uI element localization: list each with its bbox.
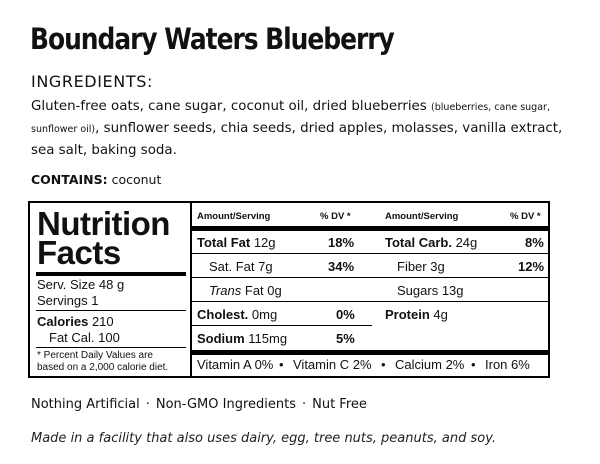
claim-nothing-artificial: Nothing Artificial [31, 397, 140, 412]
title-rule [36, 272, 186, 276]
calories-rule [36, 347, 186, 348]
sugars-amount: 13g [441, 283, 464, 298]
cholesterol-label: Cholest. [197, 307, 249, 322]
contains-line [31, 172, 161, 187]
protein-amount: 4g [433, 307, 448, 322]
fiber-amount: 3g [430, 259, 445, 274]
ingredients-text [31, 96, 583, 161]
row-rule-1 [192, 253, 548, 254]
row-total-carb [385, 235, 477, 250]
nutrition-facts-panel [28, 201, 550, 378]
calories-label: Calories [37, 314, 89, 329]
product-claims [31, 397, 367, 412]
sodium-amount: 115mg [248, 331, 288, 346]
product-title: Boundary Waters Blueberry [30, 22, 394, 56]
fat-calories: Fat Cal. 100 [49, 330, 120, 345]
servings-rule [36, 310, 186, 311]
vitamin-separator: • [381, 357, 386, 372]
fiber-label: Fiber [397, 259, 427, 274]
cholesterol-dv: 0% [336, 307, 355, 322]
claim-nut-free: Nut Free [312, 397, 367, 412]
header-rule [192, 226, 548, 231]
row-sat-fat [209, 259, 273, 274]
footnote-line-2: based on a 2,000 calorie diet. [37, 362, 169, 373]
row-rule-3 [192, 301, 548, 302]
sat-fat-label: Sat. Fat [209, 259, 255, 274]
protein-label: Protein [385, 307, 430, 322]
footnote-line-1: * Percent Daily Values are [37, 350, 153, 361]
servings: Servings 1 [37, 293, 99, 308]
claim-separator: · [145, 397, 150, 412]
sugars-label: Sugars [397, 283, 439, 298]
total-fat-dv: 18% [328, 235, 355, 250]
vitamin-separator: • [279, 357, 284, 372]
vitamin-c: Vitamin C 2% [293, 357, 372, 372]
row-sugars [397, 283, 464, 298]
row-cholesterol [197, 307, 277, 322]
nutrition-left-column [30, 203, 192, 376]
claim-non-gmo: Non-GMO Ingredients [155, 397, 296, 412]
vitamin-separator: • [471, 357, 476, 372]
header-dv-1: % DV * [320, 211, 351, 222]
cholesterol-amount: 0mg [251, 307, 278, 322]
vitamin-a: Vitamin A 0% [197, 357, 274, 372]
facility-note: Made in a facility that also uses dairy, egg, tree nuts, peanuts, and soy. [31, 431, 497, 446]
calcium: Calcium 2% [395, 357, 465, 372]
total-carb-amount: 24g [455, 235, 478, 250]
header-dv-2: % DV * [510, 211, 541, 222]
total-carb-dv: 8% [525, 235, 544, 250]
total-fat-amount: 12g [253, 235, 276, 250]
sat-fat-dv: 34% [328, 259, 355, 274]
nutrition-title-line-1: Nutrition [37, 205, 170, 242]
calories-line [37, 314, 114, 329]
row-rule-2 [192, 277, 548, 278]
header-amount-1: Amount/Serving [197, 211, 271, 222]
ingredients-part-1: Gluten-free oats, cane sugar, coconut oil, dried blueberries [31, 99, 432, 114]
row-sodium [197, 331, 287, 346]
nutrition-right-table [192, 203, 548, 376]
trans-fat-amount: Fat 0g [241, 283, 282, 298]
row-fiber [397, 259, 445, 274]
row-rule-4 [192, 325, 372, 326]
ingredients-part-2: , sunflower seeds, chia seeds, dried apples, molasses, vanilla extract, sea salt, baking soda. [31, 121, 563, 158]
sodium-dv: 5% [336, 331, 355, 346]
claim-separator: · [301, 397, 307, 412]
header-amount-2: Amount/Serving [385, 211, 459, 222]
contains-value: coconut [111, 172, 162, 187]
contains-label: CONTAINS: [31, 172, 108, 187]
total-fat-label: Total Fat [197, 235, 251, 250]
row-protein [385, 307, 448, 322]
calories-value: 210 [91, 314, 114, 329]
fiber-dv: 12% [518, 259, 545, 274]
row-trans-fat [209, 283, 282, 298]
total-carb-label: Total Carb. [385, 235, 452, 250]
row-total-fat [197, 235, 276, 250]
trans-label: Trans [209, 283, 242, 298]
serving-size: Serv. Size 48 g [37, 277, 125, 292]
sodium-label: Sodium [197, 331, 245, 346]
ingredients-heading: INGREDIENTS: [31, 72, 153, 91]
nutrition-title [37, 205, 170, 271]
nutrition-title-line-2: Facts [37, 234, 121, 271]
ingredients-sub: (blueberries, cane sugar, sunflower oil) [31, 102, 550, 135]
iron: Iron 6% [485, 357, 530, 372]
sat-fat-amount: 7g [258, 259, 273, 274]
vitamins-rule [192, 350, 548, 355]
